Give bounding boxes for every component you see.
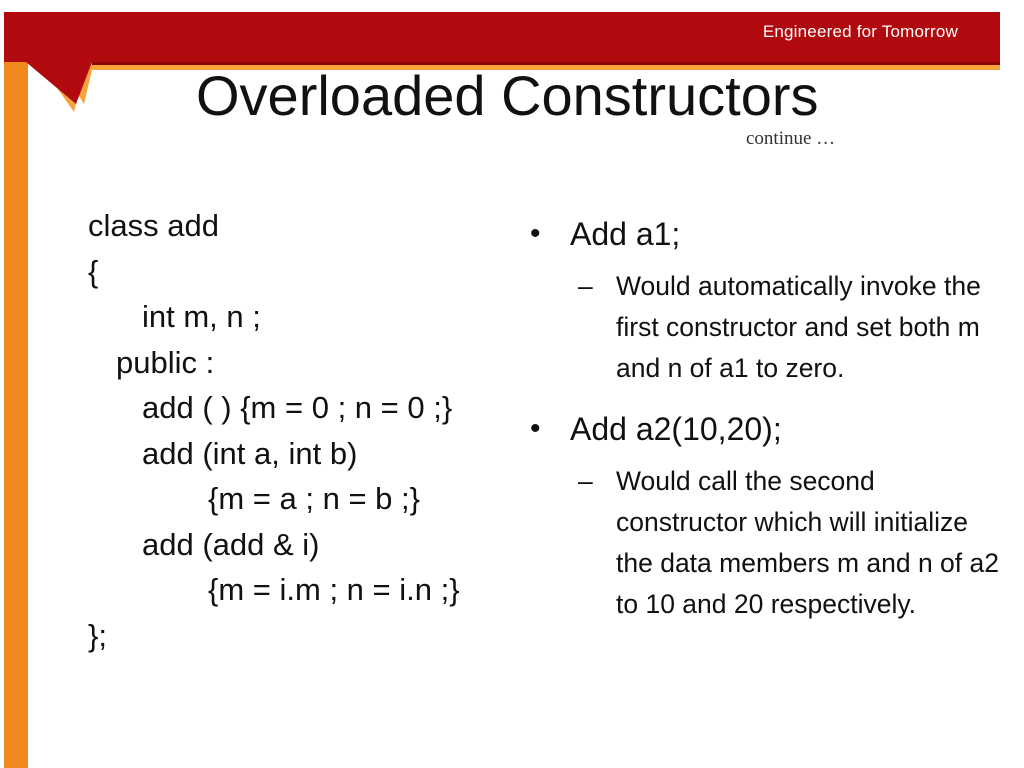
code-line: class add bbox=[88, 208, 219, 243]
code-line: {m = i.m ; n = i.n ;} bbox=[208, 572, 460, 607]
bullet-item bbox=[530, 212, 1010, 389]
code-line: add ( ) {m = 0 ; n = 0 ;} bbox=[142, 390, 453, 425]
code-line: int m, n ; bbox=[142, 299, 261, 334]
sub-bullet bbox=[578, 461, 1010, 625]
bullet-text: Add a2(10,20); bbox=[570, 411, 782, 447]
code-line: add (int a, int b) bbox=[142, 435, 358, 471]
bullet-text: Add a1; bbox=[570, 216, 681, 252]
code-line: { bbox=[88, 253, 99, 289]
bullet-heading bbox=[530, 212, 1010, 256]
code-line: {m = a ; n = b ;} bbox=[208, 481, 420, 516]
dash-icon: – bbox=[578, 271, 593, 301]
left-orange-strip bbox=[4, 12, 28, 768]
code-line: }; bbox=[88, 617, 107, 653]
slide-title: Overloaded Constructors bbox=[196, 64, 819, 127]
bullet-heading bbox=[530, 407, 1010, 451]
tagline: Engineered for Tomorrow bbox=[762, 22, 958, 41]
code-line: add (add & i) bbox=[142, 526, 320, 562]
code-block bbox=[88, 203, 460, 658]
dash-icon: – bbox=[578, 466, 593, 496]
sub-bullet bbox=[578, 266, 1010, 389]
bullet-icon: • bbox=[530, 412, 541, 445]
code-line: public : bbox=[116, 344, 215, 380]
bullet-item bbox=[530, 407, 1010, 625]
bullet-icon: • bbox=[530, 217, 541, 250]
sub-bullet-text: Would call the second constructor which will initialize the data members m and n of a2 to 10 and 20 respectively. bbox=[616, 466, 999, 619]
slide-subtitle: continue … bbox=[746, 128, 836, 149]
bullet-list bbox=[530, 212, 1010, 643]
sub-bullet-text: Would automatically invoke the first constructor and set both m and n of a1 to zero. bbox=[616, 271, 981, 383]
